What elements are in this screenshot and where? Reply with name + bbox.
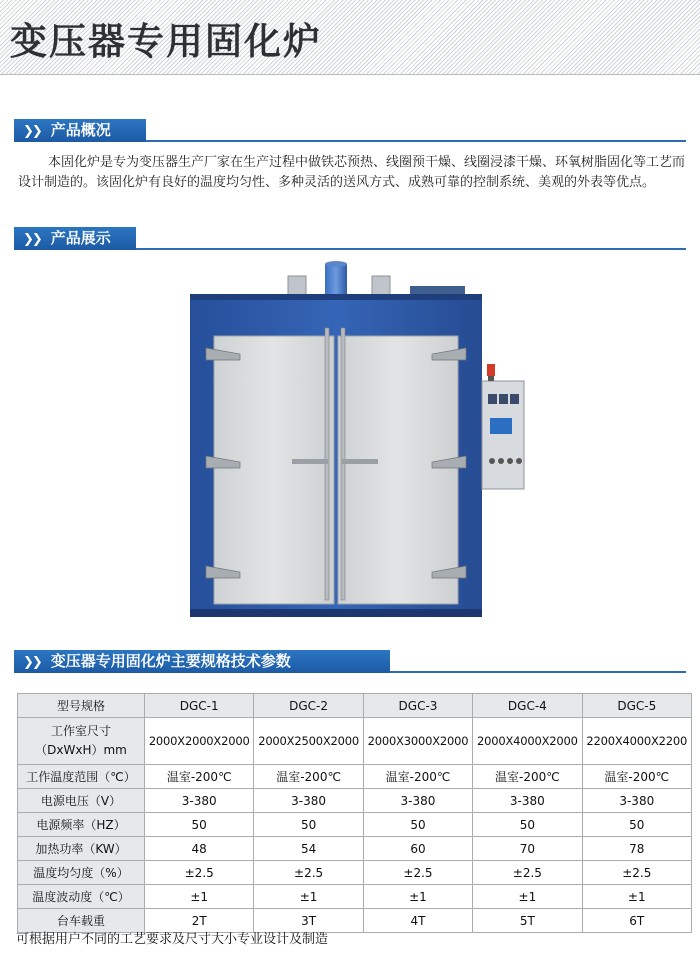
table-cell: 50 — [363, 813, 472, 837]
row-label: 温度均匀度（%） — [18, 861, 145, 885]
table-cell: 温室-200℃ — [254, 765, 363, 789]
table-cell: 4T — [363, 909, 472, 933]
row-label: 台车载重 — [18, 909, 145, 933]
double-chevron-icon: ❯❯ — [23, 655, 41, 670]
page-header — [0, 0, 700, 75]
table-cell: ±2.5 — [473, 861, 582, 885]
table-row — [18, 813, 692, 837]
table-row — [18, 837, 692, 861]
table-cell: 50 — [473, 813, 582, 837]
table-cell: 2000X4000X2000 — [473, 718, 582, 765]
row-label: 工作室尺寸 （DxWxH）mm — [18, 718, 145, 765]
table-cell: 78 — [582, 837, 691, 861]
section-title: 产品概况 — [50, 121, 111, 139]
double-chevron-icon: ❯❯ — [23, 124, 41, 139]
table-cell: 3-380 — [473, 789, 582, 813]
table-row — [18, 718, 692, 765]
table-cell: 3-380 — [254, 789, 363, 813]
section-title: 变压器专用固化炉主要规格技术参数 — [50, 652, 291, 670]
section-bar-overview — [14, 119, 686, 142]
door-left — [214, 336, 334, 604]
section-tab — [14, 650, 390, 673]
door-right — [338, 336, 458, 604]
model-header: DGC-4 — [473, 694, 582, 718]
table-cell: ±1 — [254, 885, 363, 909]
table-cell: 50 — [582, 813, 691, 837]
model-header: DGC-3 — [363, 694, 472, 718]
table-cell: 60 — [363, 837, 472, 861]
table-cell: 5T — [473, 909, 582, 933]
chimney — [325, 264, 347, 299]
table-cell: 2200X4000X2200 — [582, 718, 691, 765]
row-label: 电源电压（V） — [18, 789, 145, 813]
table-cell: 48 — [145, 837, 254, 861]
section-bar-showcase — [14, 227, 686, 250]
row-label: 电源频率（HZ） — [18, 813, 145, 837]
table-cell: 温室-200℃ — [145, 765, 254, 789]
oven-photo — [170, 256, 530, 626]
model-header: DGC-5 — [582, 694, 691, 718]
table-cell: 2000X3000X2000 — [363, 718, 472, 765]
table-cell: 温室-200℃ — [363, 765, 472, 789]
table-cell: 6T — [582, 909, 691, 933]
intro-paragraph: 本固化炉是专为变压器生产厂家在生产过程中做铁芯预热、线圈预干燥、线圈浸漆干燥、环氧树脂固化等工艺而设计制造的。该固化炉有良好的温度均匀性、多种灵活的送风方式、成熟可靠的控制系统、美观的外表等优点。 — [18, 155, 686, 190]
row-label: 加热功率（KW） — [18, 837, 145, 861]
table-cell: 温室-200℃ — [582, 765, 691, 789]
table-row — [18, 789, 692, 813]
table-cell: 2000X2000X2000 — [145, 718, 254, 765]
section-tab — [14, 227, 136, 250]
model-header: DGC-1 — [145, 694, 254, 718]
table-cell: 50 — [254, 813, 363, 837]
section-title: 产品展示 — [50, 229, 111, 247]
table-cell: ±2.5 — [582, 861, 691, 885]
table-row — [18, 765, 692, 789]
table-cell: ±2.5 — [363, 861, 472, 885]
table-cell: 54 — [254, 837, 363, 861]
double-chevron-icon: ❯❯ — [23, 232, 41, 247]
table-cell: 3-380 — [582, 789, 691, 813]
section-bar-specs — [14, 650, 686, 673]
page-title: 变压器专用固化炉 — [10, 20, 322, 63]
row-label: 温度波动度（℃） — [18, 885, 145, 909]
table-cell: 50 — [145, 813, 254, 837]
table-row — [18, 861, 692, 885]
table-header-row — [18, 694, 692, 718]
table-cell: ±2.5 — [145, 861, 254, 885]
motor-left — [288, 276, 306, 296]
table-cell: 温室-200℃ — [473, 765, 582, 789]
motor-right — [372, 276, 390, 296]
table-cell: 2T — [145, 909, 254, 933]
table-cell: ±2.5 — [254, 861, 363, 885]
table-cell: 70 — [473, 837, 582, 861]
model-header: DGC-2 — [254, 694, 363, 718]
table-cell: ±1 — [582, 885, 691, 909]
table-row — [18, 885, 692, 909]
spec-table — [17, 693, 692, 933]
table-cell: 3-380 — [145, 789, 254, 813]
table-cell: 2000X2500X2000 — [254, 718, 363, 765]
table-cell: ±1 — [363, 885, 472, 909]
section-tab — [14, 119, 146, 142]
table-cell: ±1 — [473, 885, 582, 909]
alarm-light — [487, 364, 495, 376]
table-cell: 3T — [254, 909, 363, 933]
table-cell: 3-380 — [363, 789, 472, 813]
row-label: 工作温度范围（℃） — [18, 765, 145, 789]
header-cell: 型号规格 — [18, 694, 145, 718]
table-cell: ±1 — [145, 885, 254, 909]
footnote: 可根据用户不同的工艺要求及尺寸大小专业设计及制造 — [16, 932, 329, 947]
